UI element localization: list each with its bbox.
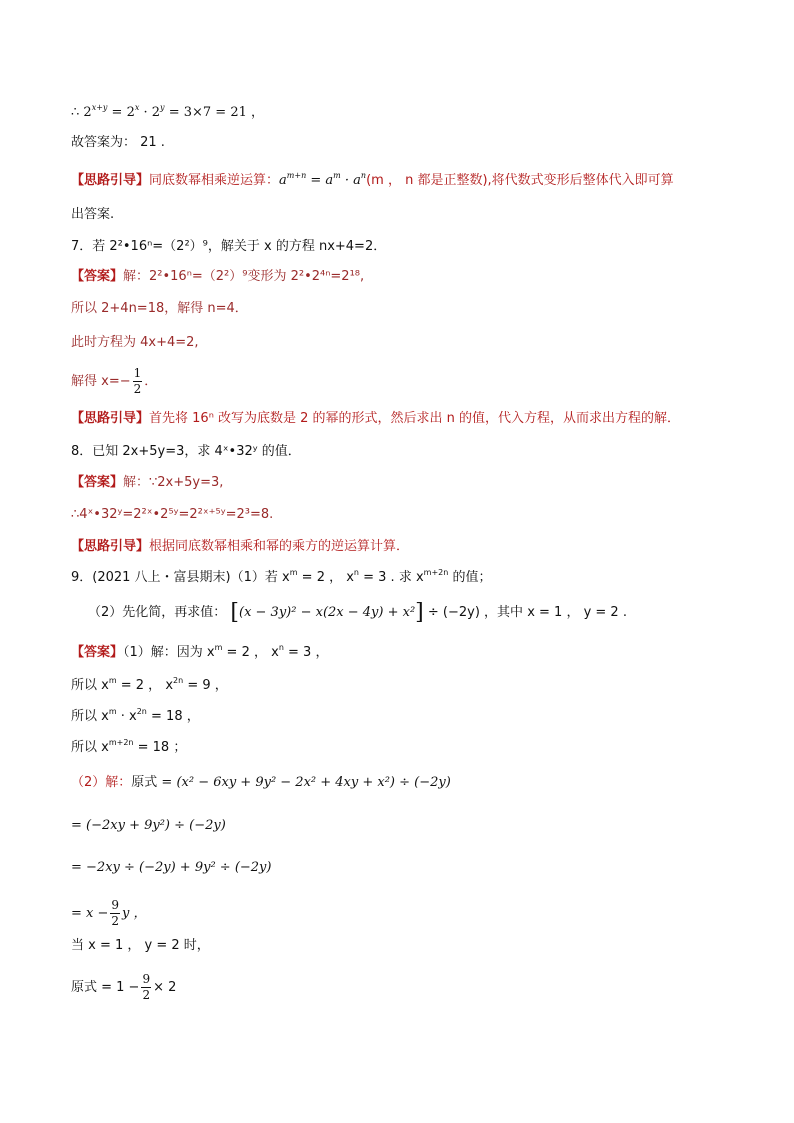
exponent: n [278,643,284,652]
text: 原式 = 1 − [71,980,140,995]
hint-line [71,410,680,428]
answer-line [71,898,147,929]
text: 所以 x [71,740,109,755]
expression: = (x² − 6xy + 9y² − 2x² + 4xy + x²) ÷ (−2y) [161,775,451,790]
text: = 2 ， x [222,645,279,660]
text: · x [116,709,137,724]
text: = 2 ， x [116,678,174,693]
answer-tag: 【答案】 [71,269,124,284]
text: 所以 x [71,709,109,724]
text: = 2 ， x [297,570,354,585]
hint-continuation: 出答案. [71,207,115,222]
answer-line [71,774,451,792]
numerator: 9 [142,972,151,986]
exponent: x [134,103,140,112]
text: = x − [71,906,109,921]
text: 9．(2021 八上・富县期末)（1）若 x [71,570,290,585]
text: y ， [122,906,147,921]
answer-line: 此时方程为 4x+4=2, [71,335,199,350]
equation-line [71,104,264,122]
text: 的值； [448,570,492,585]
answer-text: 解：2²•16ⁿ=（2²）⁹变形为 2²•2⁴ⁿ=2¹⁸, [123,269,365,284]
question-7: 7．若 2²•16ⁿ=（2²）⁹，解关于 x 的方程 nx+4=2． [71,239,387,254]
answer-line: = (−2xy + 9y²) ÷ (−2y) [71,818,226,833]
answer-line [71,972,176,1003]
hint-tag: 【思路引导】 [71,173,150,188]
numerator: 9 [111,898,120,912]
hint-text: (m ， n 都是正整数),将代数式变形后整体代入即可算 [366,173,674,188]
exponent: 2n [136,707,147,716]
fraction [133,366,143,397]
exponent: m+n [286,171,307,180]
part-label: （2）解： [71,775,132,790]
formula [279,173,366,188]
question-9-part-2 [88,600,627,625]
question-9-part-1 [71,569,491,587]
answer-line: 所以 2+4n=18，解得 n=4． [71,301,248,316]
answer-line [71,644,328,662]
fraction [141,972,151,1003]
text: · 2 [139,105,161,120]
answer-line: = −2xy ÷ (−2y) + 9y² ÷ (−2y) [71,860,272,875]
text: 所以 x [71,678,109,693]
exponent: m+2n [108,738,134,747]
answer-line: 当 x = 1 ， y = 2 时， [71,938,210,953]
exponent: m [214,643,223,652]
expression: (x − 3y)² − x(2x − 4y) + x² [239,605,416,620]
hint-line [71,172,674,190]
text: = 3×7 = 21 ， [164,105,265,120]
exponent: n [353,568,359,577]
bracket-open: [ [230,600,239,625]
text: ． [144,374,158,389]
hint-tag: 【思路引导】 [71,411,150,426]
text: （1）解：因为 x [123,645,215,660]
answer-line [71,366,157,397]
answer-line [71,677,228,695]
exponent: y [160,103,165,112]
text: ÷ (−2y) ，其中 x = 1 ， y = 2 . [423,605,627,620]
text: = 3 . 求 x [359,570,424,585]
denominator: 2 [133,382,142,396]
text: = a [306,173,334,188]
text: a [279,173,287,188]
text: 解得 x=− [71,374,131,389]
text: = 18 ， [146,709,200,724]
answer-line [71,268,364,286]
text: · a [340,173,361,188]
answer-line [71,474,223,492]
exponent: 2n [173,676,184,685]
answer-line [71,708,200,726]
answer-tag: 【答案】 [71,475,124,490]
answer-line [71,739,186,757]
question-8: 8．已知 2x+5y=3，求 4ˣ•32ʸ 的值． [71,444,301,459]
bracket-close: ] [415,600,424,625]
text: ∴ 2 [71,105,92,120]
hint-tag: 【思路引导】 [71,539,150,554]
answer-line: 故答案为： 21 . [71,135,165,150]
numerator: 1 [133,366,142,380]
text: = 9 ， [183,678,228,693]
answer-text: 解：∵2x+5y=3, [123,475,224,490]
exponent: n [360,171,367,180]
exponent: m [333,171,341,180]
text: = 3 ， [283,645,329,660]
denominator: 2 [111,914,120,928]
hint-line [71,538,409,556]
hint-text: 根据同底数幂相乘和幂的乘方的逆运算计算． [149,539,410,554]
exponent: x+y [91,103,108,112]
exponent: m [108,676,117,685]
denominator: 2 [142,988,151,1002]
exponent: m [289,568,298,577]
exponent: m+2n [423,568,449,577]
text: × 2 [153,980,177,995]
exponent: m [108,707,117,716]
hint-text: 同底数幂相乘逆运算： [149,173,280,188]
text: 原式 [131,775,162,790]
answer-line: ∴4ˣ•32ʸ=2²ˣ•2⁵ʸ=2²ˣ⁺⁵ʸ=2³=8. [71,507,274,522]
text: = 2 [107,105,135,120]
fraction [110,898,120,929]
answer-tag: 【答案】 [71,645,124,660]
hint-text: 首先将 16ⁿ 改写为底数是 2 的幂的形式，然后求出 n 的值，代入方程，从而求出方程的解． [149,411,681,426]
text: （2）先化简，再求值： [88,605,231,620]
text: = 18 ； [133,740,187,755]
